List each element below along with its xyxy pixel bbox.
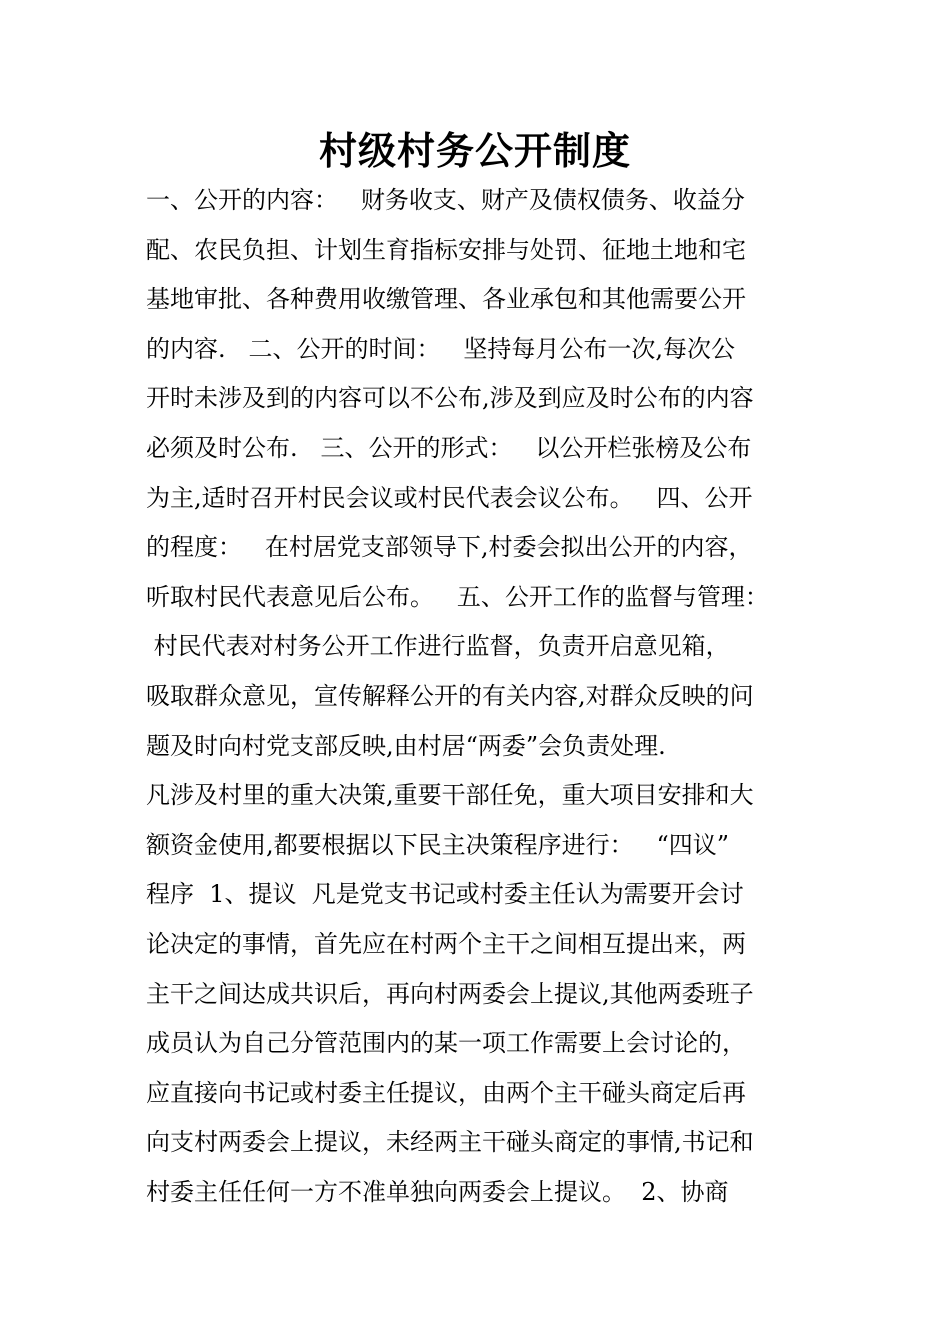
text-line: 基地审批、各种费用收缴管理、各业承包和其他需要公开 <box>146 285 746 314</box>
document-body <box>146 176 806 1217</box>
text-line: 听取村民代表意见后公布。 五、公开工作的监督与管理： <box>146 582 769 611</box>
document-title: 村级村务公开制度 <box>318 128 631 173</box>
text-line: 论决定的事情，首先应在村两个主干之间相互提出来，两 <box>146 929 746 958</box>
text-line: 一、公开的内容： 财务收支、财产及债权债务、收益分 <box>146 186 745 214</box>
text-line: 题及时向村党支部反映,由村居“两委”会负责处理. <box>146 731 666 760</box>
text-line: 为主,适时召开村民会议或村民代表会议公布。 四、公开 <box>146 483 753 512</box>
text-line: 开时未涉及到的内容可以不公布,涉及到应及时公布的内容 <box>146 384 754 413</box>
text-line: 村委主任任何一方不准单独向两委会上提议。 2、协商 <box>146 1177 729 1206</box>
text-line: 凡涉及村里的重大决策,重要干部任免，重大项目安排和大 <box>146 781 754 810</box>
text-line: 配、农民负担、计划生育指标安排与处罚、征地土地和宅 <box>146 235 746 264</box>
text-line: 的内容. 二、公开的时间： 坚持每月公布一次,每次公 <box>146 334 736 363</box>
text-line: 必须及时公布. 三、公开的形式： 以公开栏张榜及公布 <box>146 433 752 462</box>
text-line: 村民代表对村务公开工作进行监督，负责开启意见箱， <box>146 632 730 661</box>
text-line: 的程度： 在村居党支部领导下,村委会拟出公开的内容， <box>146 533 753 562</box>
text-line: 成员认为自己分管范围内的某一项工作需要上会讨论的， <box>146 1029 746 1058</box>
text-line: 向支村两委会上提议，未经两主干碰头商定的事情,书记和 <box>146 1128 754 1157</box>
text-line: 程序 1、提议 凡是党支书记或村委主任认为需要开会讨 <box>146 880 744 909</box>
text-line: 应直接向书记或村委主任提议，由两个主干碰头商定后再 <box>146 1078 746 1107</box>
text-line: 额资金使用,都要根据以下民主决策程序进行： “四议” <box>146 830 730 859</box>
text-line: 吸取群众意见，宣传解释公开的有关内容,对群众反映的问 <box>146 681 754 710</box>
text-line: 主干之间达成共识后，再向村两委会上提议,其他两委班子 <box>146 979 754 1008</box>
